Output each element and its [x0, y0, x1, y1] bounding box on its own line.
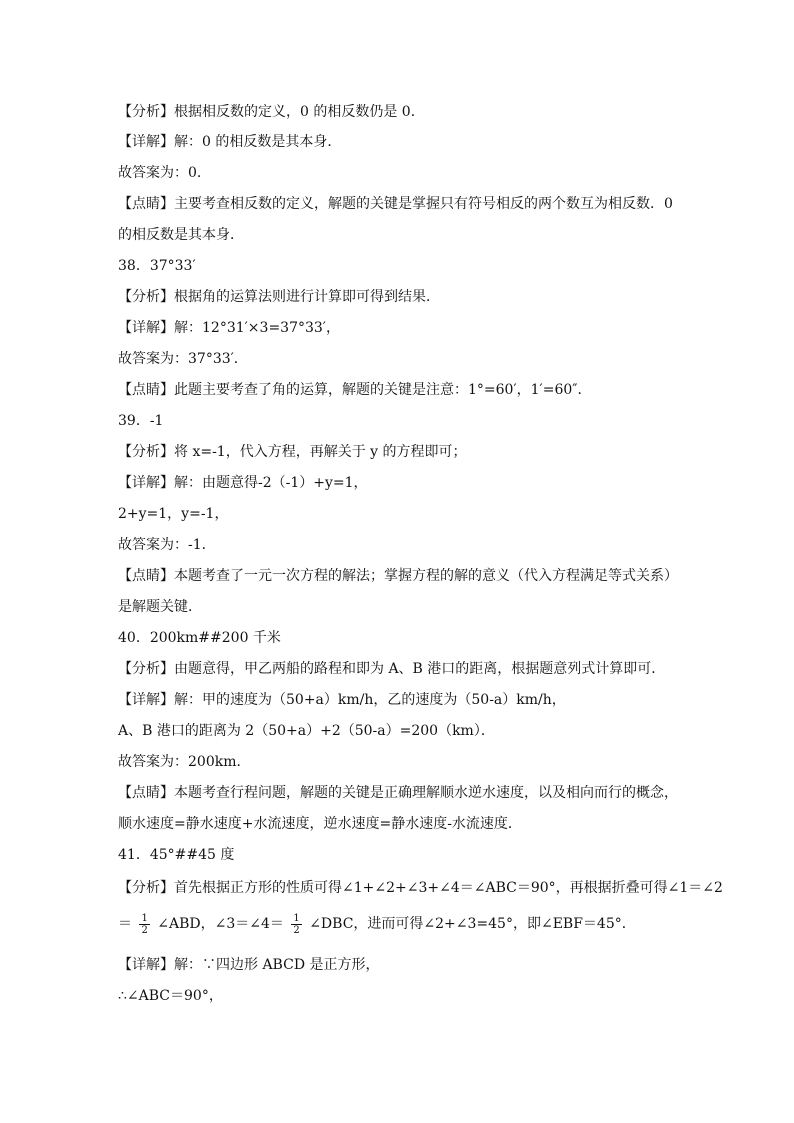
comment-line-37a: 【点睛】主要考查相反数的定义，解题的关键是掌握只有符号相反的两个数互为相反数．0 — [118, 196, 673, 212]
detail-line-37: 【详解】解：0 的相反数是其本身． — [118, 134, 342, 150]
detail-line-40b: A、B 港口的距离为 2（50+a）+2（50-a）=200（km）． — [118, 723, 495, 739]
answer-line-37: 故答案为：0． — [118, 165, 211, 181]
frac-line-mid: ∠ABD，∠3＝∠4＝ — [157, 916, 284, 932]
analysis-line-41b — [118, 911, 678, 937]
detail-line-41a: 【详解】解：∵四边形 ABCD 是正方形， — [118, 957, 380, 973]
frac-line-post: ∠DBC，进而可得∠2+∠3=45°，即∠EBF＝45°． — [309, 916, 636, 932]
fraction-denominator: 2 — [141, 924, 148, 936]
comment-line-40a: 【点睛】本题考查行程问题，解题的关键是正确理解顺水逆水速度，以及相向而行的概念， — [118, 785, 678, 801]
analysis-line-38: 【分析】根据角的运算法则进行计算即可得到结果． — [118, 289, 440, 305]
comment-line-37b: 的相反数是其本身． — [118, 227, 244, 243]
frac-line-pre: ＝ — [118, 916, 132, 932]
answer-line-38: 故答案为：37°33′． — [118, 351, 248, 367]
question-heading-39: 39．-1 — [118, 413, 164, 429]
fraction-half-1 — [139, 913, 149, 936]
comment-line-38: 【点睛】此题主要考查了角的运算，解题的关键是注意：1°=60′，1′=60″． — [118, 382, 592, 398]
answer-line-40: 故答案为：200km． — [118, 754, 251, 770]
detail-line-38: 【详解】解：12°31′×3=37°33′， — [118, 320, 340, 336]
comment-line-40b: 顺水速度=静水速度+水流速度，逆水速度=静水速度-水流速度． — [118, 816, 522, 832]
detail-line-39a: 【详解】解：由题意得-2（-1）+y=1， — [118, 475, 368, 491]
fraction-denominator: 2 — [293, 924, 300, 936]
comment-line-39a: 【点睛】本题考查了一元一次方程的解法；掌握方程的解的意义（代入方程满足等式关系） — [118, 568, 678, 584]
question-heading-38: 38．37°33′ — [118, 258, 196, 274]
analysis-line-37: 【分析】根据相反数的定义，0 的相反数仍是 0． — [118, 104, 425, 120]
analysis-line-39: 【分析】将 x=-1，代入方程，再解关于 y 的方程即可； — [118, 444, 467, 460]
question-heading-41: 41．45°##45 度 — [118, 847, 235, 863]
fraction-numerator: 1 — [141, 912, 148, 924]
comment-line-39b: 是解题关键． — [118, 599, 202, 615]
analysis-line-40: 【分析】由题意得，甲乙两船的路程和即为 A、B 港口的距离，根据题意列式计算即可． — [118, 661, 666, 677]
answer-line-39: 故答案为：-1． — [118, 537, 216, 553]
analysis-line-41a: 【分析】首先根据正方形的性质可得∠1+∠2+∠3+∠4＝∠ABC＝90°，再根据折叠可得∠1＝∠2 — [118, 880, 723, 896]
fraction-half-2 — [291, 913, 301, 936]
detail-line-39b: 2+y=1，y=-1， — [118, 506, 229, 522]
question-heading-40: 40．200km##200 千米 — [118, 630, 281, 646]
detail-line-40a: 【详解】解：甲的速度为（50+a）km/h，乙的速度为（50-a）km/h， — [118, 692, 566, 708]
detail-line-41b: ∴∠ABC＝90°， — [118, 988, 223, 1004]
fraction-numerator: 1 — [293, 912, 300, 924]
